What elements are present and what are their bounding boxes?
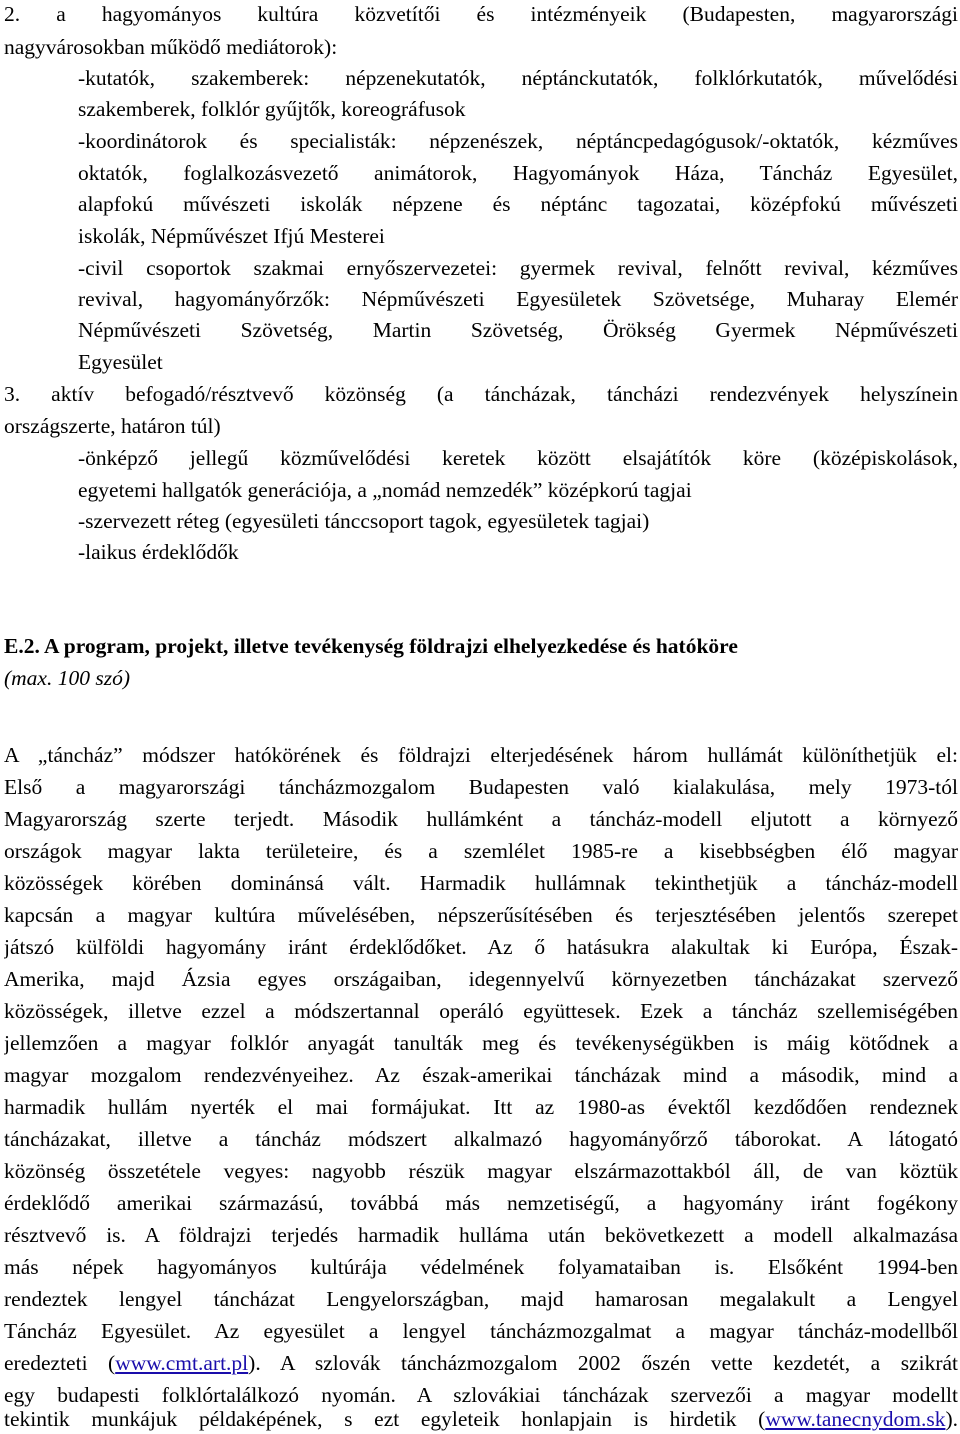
paragraph-line: játszó külföldi hagyomány iránt érdeklődőket. Az ő hatásukra alakultak ki Európa, Észak- [4, 935, 958, 959]
list-item-2-sub-2-line-4: iskolák, Népművészet Ifjú Mesterei [78, 224, 385, 248]
paragraph-line: közönség összetétele vegyes: nagyobb részük magyar elszármazottakból áll, de van köztük [4, 1159, 958, 1183]
section-word-limit: (max. 100 szó) [4, 666, 130, 690]
paragraph-text: ). [945, 1407, 958, 1431]
paragraph-line-with-link [4, 1351, 958, 1375]
list-item-2-sub-3-line-2: revival, hagyományőrzők: Népművészeti Egyesületek Szövetsége, Muharay Elemér [78, 287, 958, 311]
paragraph-line: rendeztek lengyel táncházat Lengyelországban, majd hamarosan megalakult a Lengyel [4, 1287, 958, 1311]
cmt-website-link[interactable]: www.cmt.art.pl [115, 1351, 249, 1375]
paragraph-line: résztvevő is. A földrajzi terjedés harmadik hulláma után bekövetkezett a modell alkalmazása [4, 1223, 958, 1247]
paragraph-line: magyar mozgalom rendezvényeihez. Az észak-amerikai táncházak mind a második, mind a [4, 1063, 958, 1087]
list-item-2-sub-1-line-1: -kutatók, szakemberek: népzenekutatók, néptánckutatók, folklórkutatók, művelődési [78, 66, 958, 90]
list-item-3-sub-2: -szervezett réteg (egyesületi tánccsoport tagok, egyesületek tagjai) [78, 509, 650, 533]
list-item-2-line-1: 2. a hagyományos kultúra közvetítői és intézményeik (Budapesten, magyarországi [4, 2, 958, 26]
paragraph-line: A „táncház” módszer hatókörének és földrajzi elterjedésének három hullámát különíthetjük el: [4, 743, 958, 767]
list-item-2-line-2: nagyvárosokban működő mediátorok): [4, 35, 338, 59]
paragraph-line: Első a magyarországi táncházmozgalom Budapesten való kialakulása, mely 1973-tól [4, 775, 958, 799]
paragraph-line-with-link [4, 1407, 958, 1431]
paragraph-line: Táncház Egyesület. Az egyesület a lengyel táncházmozgalmat a magyar táncház-modellből [4, 1319, 958, 1343]
paragraph-line: jellemzően a magyar folklór anyagát tanulták meg és tevékenységükben is máig kötődnek a [4, 1031, 958, 1055]
list-item-3-sub-1-line-1: -önképző jellegű közművelődési keretek között elsajátítók köre (középiskolások, [78, 446, 958, 470]
paragraph-text: ). A szlovák táncházmozgalom 2002 őszén vette kezdetét, a szikrát [248, 1351, 958, 1375]
list-item-3-line-2: országszerte, határon túl) [4, 414, 221, 438]
paragraph-line: egy budapesti folklórtalálkozó nyomán. A szlovákiai táncházak szervezői a magyar modellt [4, 1383, 958, 1407]
list-item-3-sub-1-line-2: egyetemi hallgatók generációja, a „nomád nemzedék” középkorú tagjai [78, 478, 692, 502]
paragraph-line: országok magyar lakta területeire, és a szemlélet 1985-re a kisebbségben élő magyar [4, 839, 958, 863]
list-item-2-sub-2-line-2: oktatók, foglalkozásvezető animátorok, Hagyományok Háza, Táncház Egyesület, [78, 161, 958, 185]
paragraph-line: Magyarország szerte terjedt. Második hullámként a táncház-modell eljutott a környező [4, 807, 958, 831]
paragraph-line: táncházakat, illetve a táncház módszert alkalmazó hagyományőrző táborokat. A látogató [4, 1127, 958, 1151]
list-item-2-sub-3-line-4: Egyesület [78, 350, 163, 374]
list-item-2-sub-2-line-1: -koordinátorok és specialisták: népzenészek, néptáncpedagógusok/-oktatók, kézműves [78, 129, 958, 153]
paragraph-line: közösségek körében dominánsá vált. Harmadik hullámnak tekinthetjük a táncház-modell [4, 871, 958, 895]
paragraph-line: Amerika, majd Ázsia egyes országaiban, idegennyelvű környezetben táncházakat szervező [4, 967, 958, 991]
paragraph-text: tekintik munkájuk példaképének, s ezt egyleteik honlapjain is hirdetik ( [4, 1407, 766, 1431]
paragraph-line: közösségek, illetve ezzel a módszertannal operáló együttesek. Ezek a táncház szellemiségében [4, 999, 958, 1023]
list-item-3-line-1: 3. aktív befogadó/résztvevő közönség (a táncházak, táncházi rendezvények helyszínein [4, 382, 958, 406]
list-item-2-sub-2-line-3: alapfokú művészeti iskolák népzene és néptánc tagozatai, középfokú művészeti [78, 192, 958, 216]
list-item-2-sub-3-line-3: Népművészeti Szövetség, Martin Szövetség, Örökség Gyermek Népművészeti [78, 318, 958, 342]
section-title: E.2. A program, projekt, illetve tevékenység földrajzi elhelyezkedése és hatóköre [4, 634, 738, 658]
paragraph-line: harmadik hullám nyerték el mai formájukat. Itt az 1980-as évektől kezdődően rendeznek [4, 1095, 958, 1119]
tanecnydom-website-link[interactable]: www.tanecnydom.sk [765, 1407, 946, 1431]
list-item-2-sub-1-line-2: szakemberek, folklór gyűjtők, koreográfusok [78, 97, 466, 121]
paragraph-text: eredezteti ( [4, 1351, 116, 1375]
paragraph-line: kapcsán a magyar kultúra művelésében, népszerűsítésében és terjesztésében jelentős szerepet [4, 903, 958, 927]
list-item-3-sub-3: -laikus érdeklődők [78, 540, 239, 564]
list-item-2-sub-3-line-1: -civil csoportok szakmai ernyőszervezetei: gyermek revival, felnőtt revival, kézműves [78, 256, 958, 280]
paragraph-line: más népek hagyományos kultúrája védelmének folyamataiban is. Elsőként 1994-ben [4, 1255, 958, 1279]
paragraph-line: érdeklődő amerikai származású, továbbá más nemzetiségű, a hagyomány iránt fogékony [4, 1191, 958, 1215]
